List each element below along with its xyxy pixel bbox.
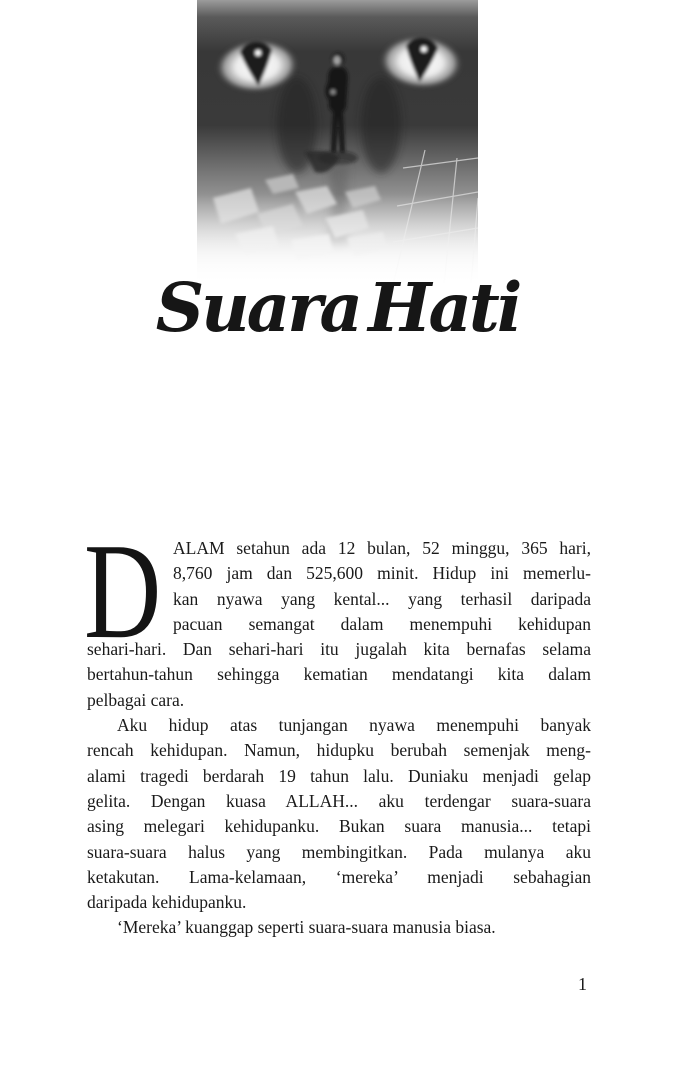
chapter-title: Suara Hati	[155, 268, 520, 347]
text-line: ‘Mereka’ kuanggap seperti suara-suara manusia biasa.	[117, 917, 496, 938]
paragraph	[87, 915, 591, 940]
cat-eyes-illustration-svg	[197, 0, 478, 285]
text-line: pacuan semangat dalam menempuhi kehidupan	[173, 613, 591, 634]
text-line: Aku hidup atas tunjangan nyawa menempuhi banyak	[117, 715, 591, 736]
text-line: bertahun-tahun sehingga kematian mendatangi kita dalam	[87, 664, 591, 685]
paragraph	[87, 713, 591, 915]
paragraph	[84, 515, 591, 713]
text-line: sehari-hari. Dan sehari-hari itu jugalah kita bernafas selama	[87, 639, 591, 660]
body-text	[84, 515, 591, 941]
text-line: asing melegari kehidupanku. Bukan suara manusia... tetapi	[87, 816, 591, 837]
text-line: alami tragedi berdarah 19 tahun lalu. Duniaku menjadi gelap	[87, 765, 591, 786]
text-line: rencah kehidupan. Namun, hidupku berubah semenjak meng-	[87, 740, 591, 761]
text-line: ketakutan. Lama-kelamaan, ‘mereka’ menjadi sebahagian	[87, 866, 591, 887]
chapter-illustration	[197, 0, 478, 285]
text-line: kan nyawa yang kental... yang terhasil daripada	[173, 588, 591, 609]
bottom-white-fade	[197, 0, 478, 285]
drop-cap: D	[84, 515, 162, 667]
text-line: suara-suara halus yang membingitkan. Pada mulanya aku	[87, 841, 591, 862]
text-line: daripada kehidupanku.	[87, 892, 247, 913]
text-line: pelbagai cara.	[87, 689, 185, 710]
text-line: ALAM setahun ada 12 bulan, 52 minggu, 365 hari,	[173, 538, 591, 558]
text-line: gelita. Dengan kuasa ALLAH... aku terdengar suara-suara	[87, 790, 591, 811]
text-line: 8,760 jam dan 525,600 minit. Hidup ini memerlu-	[173, 563, 591, 584]
page-number: 1	[578, 974, 587, 994]
